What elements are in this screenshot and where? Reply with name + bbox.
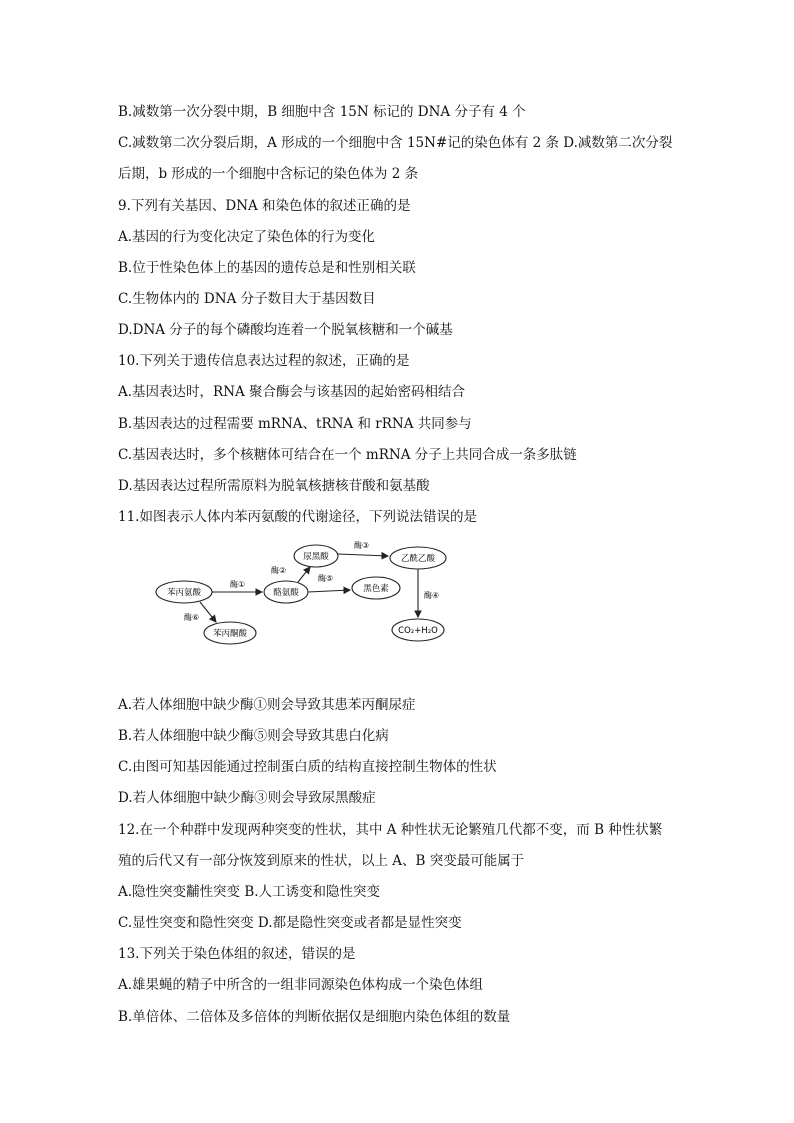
label-homogentisic-acid: 尿黑酸 (303, 552, 329, 562)
question-11-stem: 11.如图表示人体内苯丙氨酸的代谢途径，下列说法错误的是 (118, 509, 477, 525)
label-enzyme-1: 酶① (230, 580, 246, 589)
label-enzyme-3: 酶③ (354, 541, 370, 550)
question-9-stem: 9.下列有关基因、DNA 和染色体的叙述正确的是 (118, 198, 411, 214)
question-10-option-c: C.基因表达时，多个核糖体可结合在一个 mRNA 分子上共同合成一条多肽链 (118, 447, 577, 463)
question-9-option-a: A.基因的行为变化决定了染色体的行为变化 (118, 229, 376, 245)
question-11-option-a: A.若人体细胞中缺少酶①则会导致其患苯丙酮尿症 (118, 697, 416, 713)
question-8-option-c-d: C.减数第二次分裂后期，A 形成的一个细胞中含 15N#记的染色体有 2 条 D.减数第二次分裂 (118, 135, 673, 151)
label-phenylpyruvate: 苯丙酮酸 (212, 629, 248, 639)
label-enzyme-6: 酶⑥ (184, 613, 200, 622)
question-10-option-b: B.基因表达的过程需要 mRNA、tRNA 和 rRNA 共同参与 (118, 416, 472, 432)
question-11-option-d: D.若人体细胞中缺少酶③则会导致尿黑酸症 (118, 790, 376, 806)
question-10-option-a: A.基因表达时，RNA 聚合酶会与该基因的起始密码相结合 (118, 384, 466, 400)
question-12-stem: 12.在一个种群中发现两种突变的性状，其中 A 种性状无论繁殖几代都不变，而 B 种性状繁 (118, 822, 663, 838)
question-9-option-c: C.生物体内的 DNA 分子数目大于基因数目 (118, 291, 376, 307)
phenylalanine-pathway-diagram (150, 536, 480, 654)
label-acetoacetate: 乙酰乙酸 (400, 554, 436, 564)
question-13-option-a: A.雄果蝇的精子中所含的一组非同源染色体构成一个染色体组 (118, 977, 484, 993)
label-co2-h2o: CO₂+H₂O (398, 626, 438, 636)
question-8-option-b: B.减数第一次分裂中期，B 细胞中含 15N 标记的 DNA 分子有 4 个 (118, 104, 526, 120)
question-11-option-c: C.由图可知基因能通过控制蛋白质的结构直接控制生物体的性状 (118, 759, 497, 775)
label-tyrosine: 酪氨酸 (273, 588, 299, 598)
label-melanin: 黑色素 (363, 584, 389, 594)
question-8-option-d-cont: 后期，b 形成的一个细胞中含标记的染色体为 2 条 (118, 166, 419, 182)
question-10-option-d: D.基因表达过程所需原料为脱氧核搪核苷酸和氨基酸 (118, 478, 430, 494)
label-enzyme-5: 酶⑤ (318, 574, 334, 583)
question-9-option-d: D.DNA 分子的每个磷酸均连着一个脱氧核糖和一个碱基 (118, 322, 453, 338)
question-12-stem-cont: 殖的后代又有一部分恢笈到原来的性状，以上 A、B 突变最可能属于 (118, 853, 525, 869)
question-12-options-c-d: C.显性突变和隐性突变 D.都是隐性突变或者都是显性突变 (118, 915, 462, 931)
question-10-stem: 10.下列关于遗传信息表达过程的叙述，正确的是 (118, 353, 410, 369)
label-phenylalanine: 苯丙氨酸 (166, 588, 202, 598)
question-9-option-b: B.位于性染色体上的基因的遗传总是和性别相关联 (118, 260, 416, 276)
label-enzyme-2: 酶② (271, 566, 287, 575)
question-13-option-b: B.单倍体、二倍体及多倍体的判断依据仅是细胞内染色体组的数量 (118, 1009, 511, 1025)
label-enzyme-4: 酶④ (424, 591, 440, 600)
question-12-options-a-b: A.隐性突变黼性突变 B.人工诱变和隐性突变 (118, 884, 381, 900)
question-11-option-b: B.若人体细胞中缺少酶⑤则会导致其患白化病 (118, 728, 389, 744)
question-13-stem: 13.下列关于染色体组的叙述，错误的是 (118, 946, 356, 962)
